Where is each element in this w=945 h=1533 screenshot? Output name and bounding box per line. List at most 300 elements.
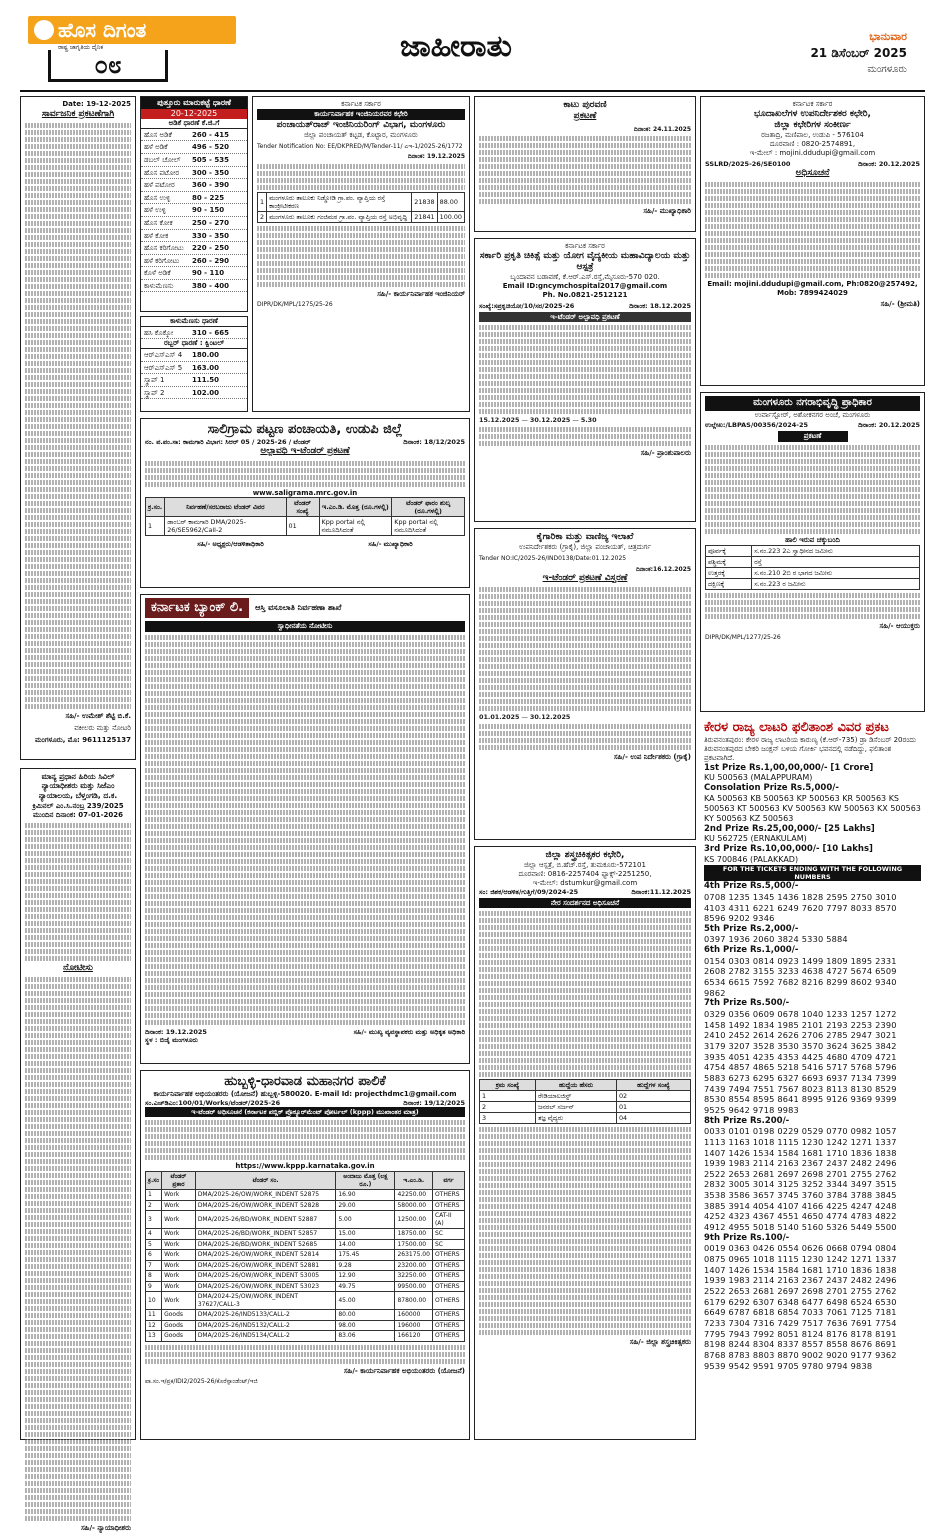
cocoa-row — [141, 327, 247, 340]
cocoa-value: 310 - 665 — [192, 328, 230, 337]
hdmc-tender-ad — [140, 1070, 470, 1440]
price-row — [141, 204, 247, 217]
table-cell: 29.00 — [336, 1200, 395, 1211]
price-value: 90 - 110 — [192, 269, 225, 278]
lottery-prize-1-number: KU 500563 (MALAPPURAM) — [704, 773, 813, 783]
table-cell: 16.90 — [336, 1190, 395, 1201]
pwd-date: ದಿನಾಂಕ: 19.12.2025 — [407, 153, 465, 160]
table-cell: 12500.00 — [395, 1211, 432, 1229]
table-cell: ಸ.ನಂ.210 2ಬಿ ರ ಭಾಗದ ಜಮೀನು — [752, 567, 920, 578]
price-name: ಹಳೆ ಉಳ್ಳಿ — [144, 206, 166, 215]
table-row — [146, 1292, 465, 1310]
price-value: 330 - 350 — [192, 231, 230, 240]
rubber-row — [141, 349, 247, 362]
lottery-prize-9: 9th Prize Rs.100/- — [704, 1232, 790, 1243]
notice-title: ಸಾರ್ವಜನಿಕ ಪ್ರಕಟಣೆಗಾಗಿ — [41, 108, 115, 119]
price-row — [141, 280, 247, 293]
issue-date: 21 ಡಿಸೆಂಬರ್ 2025 — [810, 46, 907, 60]
tumkur-ref: ಸಂ: ಜಿಶಕ/ಆಡಳಿತ/ಗುತ್ತಿಗೆ/09/2024-25 — [479, 887, 579, 896]
table-row — [706, 567, 920, 578]
rubber-value: 180.00 — [192, 351, 220, 360]
table-cell: 45.00 — [336, 1292, 395, 1310]
price-heading: ಪುತ್ತೂರು ಮಾರುಕಟ್ಟೆ ಧಾರಣೆ — [141, 97, 247, 109]
table-cell: 32250.00 — [395, 1271, 432, 1282]
cocoa-heading: ಕಾಳುಮೆಣಸು ಧಾರಣೆ — [141, 317, 247, 327]
table-cell: 14.00 — [336, 1239, 395, 1250]
lottery-prize-6-numbers: 0154 0303 0814 0923 1499 1809 1895 2331 2608 2782 3155 3233 4638 4727 5674 6509 6534 6615 7592 7682 8216 8299 8602 9340 9862 — [704, 955, 897, 998]
tumkur-table — [479, 1079, 691, 1124]
table-header: ಇ.ಎಂ.ಡಿ. — [395, 1172, 432, 1190]
table-cell: DMA/2025-26/BD/WORK_INDENT 52685 — [195, 1239, 336, 1250]
sale-date: ದಿನಾಂಕ: 24.11.2025 — [633, 125, 691, 133]
masthead-logo — [28, 16, 236, 86]
table-cell: 1 — [480, 1091, 536, 1102]
table-cell: 7 — [146, 1260, 162, 1271]
pwd-tender-no: Tender Notification No: EE/DKPRED/M/Tender-11/ ಎಇ-1/2025-26/1772 — [257, 142, 463, 150]
price-value: 260 - 290 — [192, 256, 230, 265]
industries-signature: ಸಹಿ/- ಉಪ ನಿರ್ದೇಶಕರು (ಗ್ರಾಕೈ) — [613, 753, 691, 762]
table-cell: 4 — [146, 1229, 162, 1240]
hospital-banner: ಇ-ಟೆಂಡರ್ ಅಲ್ಪಾವಧಿ ಪ್ರಕಟಣೆ — [479, 312, 691, 323]
hospital-ref: ಸಂಖ್ಯೆ:ಸಪ್ರಕೃಚಿಯೋ/10/ಸರ/2025-26 — [479, 301, 575, 310]
bank-possession-ad — [140, 594, 470, 1064]
table-cell: ರೇಡಿಯಾಲಜಿಸ್ಟ್ — [536, 1091, 617, 1102]
price-row — [141, 179, 247, 192]
table-header: ಇ.ಎಂ.ಡಿ. ಮೊತ್ತ (ರೂ.ಗಳಲ್ಲಿ) — [319, 498, 392, 517]
table-cell: 9.28 — [336, 1260, 395, 1271]
lottery-prize-3: 3rd Prize Rs.10,00,000/- [10 Lakhs] — [704, 844, 873, 855]
bhoomi-office: ಭೂದಾಖಲೆಗಳ ಉಪನಿರ್ದೇಶಕರ ಕಛೇರಿ, — [754, 108, 871, 119]
table-cell: DMA/2025-26/OW/WORK_INDENT 52814 — [195, 1250, 336, 1261]
table-cell: 80.00 — [336, 1310, 395, 1321]
tumkur-interview-ad — [474, 846, 696, 1440]
price-value: 260 - 415 — [192, 130, 230, 139]
price-name: ಕಾಳುಮೆಣಸು — [144, 281, 174, 290]
price-name: ಡಬಲ್ ಚೋಲ್ — [144, 155, 181, 164]
table-cell: DMA/2025-26/OW/WORK_INDENT 53005 — [195, 1271, 336, 1282]
table-row — [480, 1113, 691, 1124]
saligrama-title: ಸಾಲಿಗ್ರಾಮ ಪಟ್ಟಣ ಪಂಚಾಯತಿ, ಉಡುಪಿ ಜಿಲ್ಲೆ — [207, 422, 403, 437]
table-cell: 175.45 — [336, 1250, 395, 1261]
saligrama-tender-ad — [140, 418, 470, 588]
hospital-address: ಬೃಂದಾವನ ಬಡಾವಣೆ, ಕೆ.ಆರ್.ಎಸ್.ರಸ್ತೆ,ಮೈಸೂರು-570 020. — [510, 273, 660, 282]
price-name: ಕೊಳೆ ಅಡಿಕೆ — [144, 269, 171, 278]
kerala-lottery-results — [700, 718, 925, 1440]
lottery-intro: ತಿರುವನಂತಪುರಂ: ಕೇರಳ ರಾಜ್ಯ ಲಾಟರಿಯ ಕಾರುಣ್ಯ (ಕೆ.ಆರ್-735) ಡ್ರಾ ಡಿಸೆಂಬರ್ 20ರಂದು ತಿರುವನಂತಪುರದ ಬೇಕರಿ ಜಂಕ್ಷನ್ ಬಳಿಯ ಗೋರ್ಕಿ ಭವನದಲ್ಲಿ ನಡೆದಿದ್ದು, ಫಲಿತಾಂಶ ಪ್ರಕಟವಾಗಿದೆ. — [704, 736, 917, 762]
table-cell: Work — [162, 1292, 196, 1310]
hospital-d3: 5.30 — [580, 416, 597, 425]
table-cell: 3 — [146, 1211, 162, 1229]
table-cell: ಜನರಲ್ ಸರ್ಜನ್ — [536, 1102, 617, 1113]
table-cell: Goods — [162, 1310, 196, 1321]
muda-table — [705, 545, 920, 590]
table-cell: OTHERS — [432, 1200, 464, 1211]
saligrama-heading: ಅಲ್ಪಾವಧಿ ಇ-ಟೆಂಡರ್ ಪ್ರಕಟಣೆ — [260, 446, 350, 457]
table-header: ಟೆಂಡರ್ ಪ್ರಕಾರ — [162, 1172, 196, 1190]
table-cell: ಉತ್ತರಕ್ಕೆ — [706, 567, 752, 578]
sale-signature: ಸಹಿ/- ಮುಖ್ಯಾಧಿಕಾರಿ — [643, 207, 691, 215]
table-cell: Work — [162, 1190, 196, 1201]
table-row — [146, 1310, 465, 1321]
table-cell: DMA/2025-26/IND5133/CALL-2 — [195, 1310, 336, 1321]
table-cell: Goods — [162, 1331, 196, 1342]
table-cell: OTHERS — [432, 1310, 464, 1321]
tumkur-title: ಜಿಲ್ಲಾ ಶಸ್ತ್ರಚಿಕಿತ್ಸಕರ ಕಛೇರಿ, — [545, 850, 625, 860]
court-body — [25, 823, 131, 961]
table-row — [146, 1250, 465, 1261]
table-cell: 166120 — [395, 1331, 432, 1342]
hdmc-date: ದಿನಾಂಕ: 19/12/2025 — [403, 1099, 465, 1107]
price-row — [141, 192, 247, 205]
hospital-tender-ad — [474, 238, 696, 522]
lottery-prize-8-numbers: 0033 0101 0198 0229 0529 0770 0982 1057 1113 1163 1018 1115 1230 1242 1271 1337 1407 1426 1534 1584 1681 1710 1836 1838 1939 1983 2114 2163 2367 2437 2482 2496 2522 2653 2681 2697 2698 2701 2755 2762 2832 3005 3014 3125 3252 3344 3497 3515 3538 3586 3657 3745 3760 3784 3788 3845 3885 3914 4054 4107 4166 4225 4247 4248 4252 4323 4367 4551 4650 4774 4783 4822 4912 4955 5018 5140 5160 5326 5449 5500 — [704, 1126, 897, 1233]
tumkur-address: ಜಿಲ್ಲಾ ಆಸ್ಪತ್ರೆ, ಬಿ.ಹೆಚ್.ರಸ್ತೆ, ತುಮಕೂರು-572101 — [524, 861, 646, 870]
table-cell: 49.75 — [336, 1281, 395, 1292]
bank-signature: ಸಹಿ/- ಮುಖ್ಯ ವ್ಯವಸ್ಥಾಪಕರು ಮತ್ತು ಅಧಿಕೃತ ಅಧಿಕಾರಿ — [353, 1028, 465, 1036]
table-row — [146, 1190, 465, 1201]
table-header: ಟೆಂಡರ್ ಸಂ. — [195, 1172, 336, 1190]
price-row — [141, 267, 247, 280]
table-cell: 88.00 — [437, 192, 464, 211]
rubber-price-panel — [140, 316, 248, 412]
table-cell: DMA/2024-25/OW/WORK_INDENT 37627/CALL-3 — [195, 1292, 336, 1310]
rubber-value: 163.00 — [192, 363, 220, 372]
muda-ref: ಉಲ್ಲೇಖ:/LBPAS/00356/2024-25 — [705, 421, 809, 430]
issue-day: ಭಾನುವಾರ — [869, 30, 907, 43]
price-row — [141, 230, 247, 243]
table-row — [480, 1091, 691, 1102]
muda-date: ದಿನಾಂಕ: 20.12.2025 — [858, 421, 920, 430]
industries-title: ಕೈಗಾರಿಕಾ ಮತ್ತು ವಾಣಿಜ್ಯ ಇಲಾಖೆ — [536, 532, 634, 542]
table-cell: Work — [162, 1250, 196, 1261]
hospital-signature: ಸಹಿ/- ಪ್ರಾಂಶುಪಾಲರು — [640, 449, 691, 458]
table-cell: ಪೂರ್ವಕ್ಕೆ — [706, 545, 752, 556]
price-value: 505 - 535 — [192, 155, 230, 164]
table-cell: ದಕ್ಷಿಣಕ್ಕೆ — [706, 578, 752, 589]
industries-tender-ad — [474, 528, 696, 840]
muda-ref-2: DIPR/DK/MPL/1277/25-26 — [705, 633, 781, 641]
bank-title: ಸ್ವಾಧೀನತೆಯ ನೋಟೀಸು — [145, 621, 465, 632]
lottery-prize-6: 6th Prize Rs.1,000/- — [704, 945, 799, 956]
sale-notice-ad — [474, 96, 696, 232]
hdmc-table — [145, 1171, 465, 1342]
lottery-prize-2: 2nd Prize Rs.25,00,000/- [25 Lakhs] — [704, 823, 875, 834]
table-cell: 21841 — [412, 211, 437, 222]
header-divider — [20, 90, 925, 92]
price-value: 220 - 250 — [192, 244, 230, 253]
table-cell: SC — [432, 1229, 464, 1240]
price-date: 20-12-2025 — [141, 109, 247, 119]
saligrama-table — [145, 497, 465, 536]
price-value: 250 - 270 — [192, 218, 230, 227]
pwd-ref: DIPR/DK/MPL/1275/25-26 — [257, 301, 333, 309]
table-cell: OTHERS — [432, 1281, 464, 1292]
table-cell: Work — [162, 1260, 196, 1271]
table-cell: OTHERS — [432, 1331, 464, 1342]
table-cell: 8 — [146, 1271, 162, 1282]
section-title: ಜಾಹೀರಾತು — [400, 29, 512, 64]
page-number: ೦೮ — [48, 50, 168, 82]
table-cell: 160000 — [395, 1310, 432, 1321]
industries-tender: Tender NO:IC/2025-26/IND0138/Date:01.12.2025 — [479, 555, 627, 562]
pwd-state: ಕರ್ನಾಟಕ ಸರ್ಕಾರ — [341, 100, 381, 108]
rubber-heading: ರಬ್ಬರ್ ಧಾರಣೆ : ಕ್ವಿಂಟಲ್ — [141, 339, 247, 349]
industries-heading: ಇ-ಟೆಂಡರ್ ಪ್ರಕಟಣೆ ವಿಸ್ತರಣೆ — [542, 573, 628, 583]
lottery-prize-2-number: KU 562725 (ERNAKULAM) — [704, 834, 807, 844]
hdmc-ref-2: ಪಾ.ಸಂ.ಇ/ಪ್ರಕ/IDI2/2025-26/ಕೊರೆಸ್ಪಾಂಡೆಂಟ್/ಇಜಿ — [145, 1378, 258, 1386]
table-cell: ತಜ್ಞ ವೈದ್ಯರು — [536, 1113, 617, 1124]
price-value: 300 - 350 — [192, 168, 230, 177]
table-cell: OTHERS — [432, 1320, 464, 1331]
price-row — [141, 217, 247, 230]
saligrama-sig-2: ಸಹಿ/- ಮುಖ್ಯಾಧಿಕಾರಿ — [368, 540, 413, 549]
saligrama-ref: ನಂ. ಪ.ಪಂ.ಸಾ: ಕಾಮಗಾರಿ ವಿಭಾಗ: ಸಿಆರ್ 05 / 2025-26 / ಟೆಂಡರ್ — [145, 438, 311, 447]
table-cell: ಮಂಗಳೂರು ತಾಲೂಕು ಗಂಜಿಮಠ ಗ್ರಾ.ಪಂ. ವ್ಯಾಪ್ತಿಯ ರಸ್ತೆ ಅಭಿವೃದ್ಧಿ — [267, 211, 412, 222]
table-header: ಹುದ್ದೆಯ ಹೆಸರು — [536, 1080, 617, 1091]
hdmc-heading: ಇ-ಟೆಂಡರ್ ಅಧಿಸೂಚನೆ (ಕರ್ನಾಟಕ ಪಬ್ಲಿಕ್ ಪ್ರೊಕ್ಯೂರ್‌ಮೆಂಟ್ ಪೋರ್ಟಲ್ (kppp) ಮುಖಾಂತರ ಮಾತ್ರ) — [145, 1107, 465, 1117]
price-list — [141, 129, 247, 293]
lottery-prize-7: 7th Prize Rs.500/- — [704, 998, 790, 1009]
table-cell: 5 — [146, 1239, 162, 1250]
table-cell: 2 — [258, 211, 267, 222]
table-cell: OTHERS — [432, 1292, 464, 1310]
table-cell: ರಸ್ತೆ — [752, 556, 920, 567]
table-cell: DMA/2025-26/OW/WORK_INDENT 52875 — [195, 1190, 336, 1201]
table-cell: 6 — [146, 1250, 162, 1261]
bhoomi-office-2: ಜಿಲ್ಲಾ ಕಛೇರಿಗಳ ಸಂಕೀರ್ಣ — [774, 120, 851, 130]
table-cell: ಮಂಗಳೂರು ತಾಲೂಕು ನಿಡ್ಡೋಡಿ ಗ್ರಾ.ಪಂ. ವ್ಯಾಪ್ತಿಯ ರಸ್ತೆ ಕಾಂಕ್ರೀಟೀಕರಣ — [267, 192, 412, 211]
table-header: ಕ್ರ.ಸಂ — [146, 1172, 162, 1190]
hospital-name: ಸರ್ಕಾರಿ ಪ್ರಕೃತಿ ಚಿಕಿತ್ಸೆ ಮತ್ತು ಯೋಗ ವೈದ್ಯಕೀಯ ಮಹಾವಿದ್ಯಾಲಯ ಮತ್ತು ಆಸ್ಪತ್ರೆ — [479, 250, 691, 272]
rubber-list — [141, 349, 247, 399]
table-cell: 04 — [616, 1113, 690, 1124]
table-cell: ಪಶ್ಚಿಮಕ್ಕೆ — [706, 556, 752, 567]
table-cell: DMA/2025-26/OW/WORK_INDENT 52881 — [195, 1260, 336, 1271]
lottery-prize-5: 5th Prize Rs.2,000/- — [704, 923, 799, 934]
table-cell: DMA/2025-26/OW/WORK_INDENT 53023 — [195, 1281, 336, 1292]
table-row — [146, 1281, 465, 1292]
table-cell: DMA/2025-26/IND5132/CALL-2 — [195, 1320, 336, 1331]
notice-body — [25, 123, 131, 709]
price-value: 360 - 390 — [192, 181, 230, 190]
tumkur-email: ಇ-ಮೇಲ್: dstumkur@gmail.com — [532, 878, 638, 887]
pwd-address: ಜಿಲ್ಲಾ ಪಂಚಾಯತ್ ಕಟ್ಟಡ, ಕೊಟ್ಟಾರ, ಮಂಗಳೂರು — [304, 130, 418, 139]
table-row — [258, 192, 465, 211]
bank-branch: ಆಸ್ತಿ ವಸೂಲಾತಿ ನಿರ್ವಹಣಾ ಶಾಖೆ — [255, 603, 342, 613]
price-value: 80 - 225 — [192, 193, 225, 202]
table-cell: 100.00 — [437, 211, 464, 222]
table-cell: OTHERS — [432, 1250, 464, 1261]
lottery-consolation: Consolation Prize Rs.5,000/- — [704, 783, 839, 794]
hdmc-ref: ಸಂ.ಎಚ್‌ಡಿಎಂ:100/01/Works/ಟೆಂಡರ್/2025-26 — [145, 1099, 281, 1107]
table-cell: Work — [162, 1281, 196, 1292]
price-row — [141, 141, 247, 154]
table-cell: 83.06 — [336, 1331, 395, 1342]
tumkur-phone: ದೂರವಾಣಿ: 0816-2257404 ಫ್ಯಾಕ್ಸ್-2251250, — [518, 870, 652, 878]
muda-title-2: ಪ್ರಕಟಣೆ — [778, 431, 848, 442]
table-cell: 42250.00 — [395, 1190, 432, 1201]
price-value: 496 - 520 — [192, 143, 230, 152]
rubber-name: ಸ್ಕ್ರಾಪ್ 2 — [144, 388, 165, 397]
table-cell: 263175.00 — [395, 1250, 432, 1261]
table-cell: Kpp portal ನಲ್ಲಿ ನಮೂದಿಸಿದಂತೆ — [319, 517, 392, 536]
lottery-prize-8: 8th Prize Rs.200/- — [704, 1115, 790, 1126]
industries-d2: 30.12.2025 — [529, 713, 571, 722]
hdmc-title: ಹುಬ್ಬಳ್ಳಿ-ಧಾರವಾಡ ಮಹಾನಗರ ಪಾಲಿಕೆ — [224, 1074, 386, 1089]
table-cell: 12 — [146, 1320, 162, 1331]
price-row — [141, 129, 247, 142]
price-name: ಹಳೆ ಕರಿಗೋಟು — [144, 256, 180, 265]
table-cell: Work — [162, 1271, 196, 1282]
price-name: ಹಳೆ ಅಡಿಕೆ — [144, 143, 168, 152]
price-row — [141, 154, 247, 167]
muda-title: ಮಂಗಳೂರು ನಗರಾಭಿವೃದ್ಧಿ ಪ್ರಾಧಿಕಾರ — [705, 396, 920, 411]
table-cell: 01 — [616, 1102, 690, 1113]
table-cell: 99500.00 — [395, 1281, 432, 1292]
table-cell: Work — [162, 1229, 196, 1240]
emblem-icon — [34, 20, 54, 40]
table-cell: 01 — [286, 517, 319, 536]
price-name: ಹಳೆ ಪಟೋರ — [144, 181, 175, 190]
table-cell: 2 — [480, 1102, 536, 1113]
table-row — [146, 1211, 465, 1229]
table-cell: 13 — [146, 1331, 162, 1342]
tumkur-signature: ಸಹಿ/- ಜಿಲ್ಲಾ ಶಸ್ತ್ರಚಿಕಿತ್ಸಕರು — [629, 1338, 691, 1347]
public-notice-ad — [20, 96, 136, 760]
table-cell: ಸ.ನಂ.223 ರ ಜಮೀನು — [752, 578, 920, 589]
notice-place: ಮಂಗಳೂರು, ಮೊ: 9611125137 — [34, 735, 131, 744]
rubber-name: ಆರ್‌ಎಸ್ಎಸ್ 5 — [144, 363, 183, 372]
market-price-panel — [140, 96, 248, 312]
table-cell: 5.00 — [336, 1211, 395, 1229]
lottery-prize-1: 1st Prize Rs.1,00,00,000/- [1 Crore] — [704, 762, 874, 773]
table-header: ಟೆಂಡರ್ ಫಾರಂ ಶುಲ್ಕ (ರೂ.ಗಳಲ್ಲಿ) — [392, 498, 465, 517]
muda-notice-ad — [700, 392, 925, 712]
industries-dates: 01.01.2025 — 30.12.2025 — [479, 713, 571, 722]
industries-date: ದಿನಾಂಕ:16.12.2025 — [635, 565, 691, 573]
brand-tagline: ರಾಷ್ಟ್ರ ಜಾಗೃತಿಯ ದೈನಿಕ — [58, 44, 104, 51]
bhoomi-email: ಇ-ಮೇಲ್ : mojini.ddudupi@gmail.com — [749, 148, 876, 157]
bhoomi-signature: ಸಹಿ/- (ಶ್ರೀಮತಿ) — [880, 300, 920, 309]
table-cell: Work — [162, 1239, 196, 1250]
bhoomi-contact: Email: mojini.ddudupi@gmail.com, Ph:0820@257492, Mob: 7899424029 — [707, 279, 918, 297]
table-cell: 9 — [146, 1281, 162, 1292]
bhoomi-date: ದಿನಾಂಕ: 20.12.2025 — [858, 159, 920, 168]
notice-firm: ವಕೀಲರು ಮತ್ತು ನೋಟರಿ — [74, 723, 131, 732]
industries-address: ಉಪನಿರ್ದೇಶಕರು (ಗ್ರಾಕೈ), ಜಿಲ್ಲಾ ಪಂಚಾಯತ್, ಚಿತ್ರದುರ್ಗ — [519, 543, 651, 552]
price-name: ಹೊಸ ಉಳ್ಳಿ — [144, 193, 171, 202]
bhoomi-title: ಅಧಿಸೂಚನೆ — [795, 167, 830, 178]
table-row — [706, 556, 920, 567]
table-header: ಅಂದಾಜು ಮೊತ್ತ (ಲಕ್ಷ ರೂ.) — [336, 1172, 395, 1190]
hdmc-address: ಕಾರ್ಯನಿರ್ವಾಹಕ ಅಭಿಯಂತರರು (ಯೋಜನೆ) ಹುಬ್ಬಳ್ಳಿ-580020. E-mail Id: projecthdmc1@gmail.com — [153, 1090, 457, 1099]
hospital-d1: 15.12.2025 — [479, 416, 520, 425]
notice-signature: ಸಹಿ/- ಉಮೇಶ್ ಶೆಟ್ಟಿ ಬಿ.ಕೆ. — [65, 712, 131, 720]
table-row — [146, 1271, 465, 1282]
price-unit: ಅಡಿಕೆ ಧಾರಣೆ ಕೆ.ಜಿ.ಗೆ — [141, 119, 247, 129]
muda-address: ಉರ್ವಾಸ್ಟೋರ್, ಅಶೋಕನಗರ ಅಂಚೆ, ಮಂಗಳೂರು — [754, 410, 871, 419]
table-cell: DMA/2025-26/BD/WORK_INDENT 52887 — [195, 1211, 336, 1229]
table-cell: DMA/2025-26/IND5134/CALL-2 — [195, 1331, 336, 1342]
table-row — [146, 1229, 465, 1240]
bhoomi-state: ಕರ್ನಾಟಕ ಸರ್ಕಾರ — [792, 100, 833, 108]
table-cell: 10 — [146, 1292, 162, 1310]
table-cell: 87800.00 — [395, 1292, 432, 1310]
price-value: 90 - 150 — [192, 206, 225, 215]
bhoomi-ref: SSLRD/2025-26/SE0100 — [705, 159, 791, 168]
table-cell: 12.90 — [336, 1271, 395, 1282]
rubber-value: 111.50 — [192, 376, 220, 385]
industries-d1: 01.01.2025 — [479, 713, 520, 722]
hdmc-website: https://www.kppp.karnataka.gov.in — [235, 1162, 375, 1171]
table-cell: 11 — [146, 1310, 162, 1321]
table-cell: 58000.00 — [395, 1200, 432, 1211]
sale-subtitle: ಪ್ರಕಟಣೆ — [573, 111, 597, 122]
bhoomi-phone: ದೂರವಾಣಿ : 0820-2574891, — [769, 140, 856, 148]
table-cell: SC — [432, 1239, 464, 1250]
price-row — [141, 242, 247, 255]
table-cell: CAT-II (A) — [432, 1211, 464, 1229]
lottery-prize-4-numbers: 0708 1235 1345 1436 1828 2595 2750 3010 4103 4311 6221 6249 7620 7797 8033 8570 8596 9202 9346 — [704, 891, 897, 924]
tumkur-date: ದಿನಾಂಕ:11.12.2025 — [631, 887, 691, 896]
court-title: ಮಾನ್ಯ ಪ್ರಧಾನ ಹಿರಿಯ ಸಿವಿಲ್ ನ್ಯಾಯಾಧೀಶರು ಮತ್ತು ಸಿಜೆಎಂ ನ್ಯಾಯಾಲಯ, ಬೆಳ್ತಂಗಡಿ, ದ.ಕ. — [38, 772, 118, 800]
pwd-table — [257, 192, 465, 223]
table-cell: 17500.00 — [395, 1239, 432, 1250]
case-number: ಕ್ರಿಮಿನಲ್ ಎಂ.ಸಿ.ನಂಬ್ರ 239/2025 — [32, 802, 124, 811]
tumkur-heading: ನೇರ ಸಂದರ್ಶನದ ಅಧಿಸೂಚನೆ — [479, 898, 691, 909]
table-header: ಕ್ರಮ ಸಂಖ್ಯೆ — [480, 1080, 536, 1091]
table-cell: OTHERS — [432, 1190, 464, 1201]
rubber-value: 102.00 — [192, 388, 220, 397]
price-name: ಹೊಸ ಪಟೋರ — [144, 168, 180, 177]
saligrama-date: ದಿನಾಂಕ: 18/12/2025 — [403, 438, 465, 447]
pwd-dept: ಪಂಚಾಯತ್‌ರಾಜ್ ಇಂಜಿನಿಯರಿಂಗ್ ವಿಭಾಗ, ಮಂಗಳೂರು — [276, 119, 446, 130]
page-header — [0, 0, 945, 88]
price-name: ಹೊಸ ಕರಿಗೋಟು — [144, 244, 184, 253]
notice-date: Date: 19-12-2025 — [62, 100, 131, 108]
table-row — [146, 1260, 465, 1271]
rubber-name: ಆರ್‌ಎಸ್ಎಸ್ 4 — [144, 351, 183, 360]
hospital-state: ಕರ್ನಾಟಕ ಸರ್ಕಾರ — [565, 242, 605, 250]
table-row — [706, 578, 920, 589]
rubber-name: ಸ್ಕ್ರಾಪ್ 1 — [144, 376, 165, 385]
lottery-prize-3-number: KS 700846 (PALAKKAD) — [704, 855, 799, 864]
table-cell: Kpp portal ನಲ್ಲಿ ನಮೂದಿಸಿದಂತೆ — [392, 517, 465, 536]
hearing-date: ಮುಂದಿನ ದಿನಾಂಕ: 07-01-2026 — [33, 810, 123, 819]
price-value: 380 - 400 — [192, 281, 230, 290]
saligrama-sig-1: ಸಹಿ/- ಅಧ್ಯಕ್ಷರು/ಆಡಳಿತಾಧಿಕಾರಿ — [197, 540, 264, 549]
lottery-prize-9-numbers: 0019 0363 0426 0554 0626 0668 0794 0804 0875 0965 1018 1115 1230 1242 1271 1337 1407 1426 1534 1584 1681 1710 1836 1838 1939 1983 2114 2163 2367 2437 2482 2496 2522 2653 2681 2697 2698 2701 2755 2762 6179 6292 6307 6348 6477 6498 6524 6530 6649 6787 6818 6854 7033 7061 7125 7181 7233 7304 7316 7429 7517 7636 7691 7754 7795 7943 7992 8051 8124 8176 8178 8191 8198 8244 8304 8337 8557 8558 8676 8691 8768 8783 8803 8870 9002 9020 9177 9362 9539 9542 9591 9705 9780 9794 9838 — [704, 1243, 897, 1371]
table-cell: DMA/2025-26/OW/WORK_INDENT 52828 — [195, 1200, 336, 1211]
table-cell: Goods — [162, 1320, 196, 1331]
court-notice-ad — [20, 768, 136, 1532]
table-cell: 18750.00 — [395, 1229, 432, 1240]
table-row — [146, 1200, 465, 1211]
table-cell: 23200.00 — [395, 1260, 432, 1271]
table-cell: 02 — [616, 1091, 690, 1102]
lottery-prize-7-numbers: 0329 0356 0609 0678 1040 1233 1257 1272 1458 1492 1834 1985 2101 2193 2253 2390 2410 2452 2614 2626 2706 2785 2947 3021 3179 3207 3528 3530 3570 3624 3625 3842 3935 4051 4235 4353 4425 4680 4709 4721 4754 4857 4865 5218 5416 5717 5768 5796 5883 6273 6295 6327 6693 6937 7134 7399 7439 7494 7551 7567 8023 8113 8130 8529 8530 8554 8595 8641 8995 9126 9369 9399 9525 9642 9718 9983 — [704, 1009, 897, 1115]
edition-name: ಮಂಗಳೂರು — [867, 64, 907, 75]
table-cell: 196000 — [395, 1320, 432, 1331]
bhoomi-address: ರಜತಾದ್ರಿ, ಮಣಿಪಾಲ, ಉಡುಪಿ - 576104 — [761, 131, 864, 140]
table-cell: 98.00 — [336, 1320, 395, 1331]
table-cell: 1 — [146, 517, 165, 536]
table-header: ವರ್ಗ — [432, 1172, 464, 1190]
bhoomi-notice-ad — [700, 96, 925, 386]
hdmc-signature: ಸಹಿ/- ಕಾರ್ಯನಿರ್ವಾಹಕ ಅಭಿಯಂತರರು (ಯೋಜನೆ) — [343, 1366, 465, 1375]
table-cell: 1 — [146, 1190, 162, 1201]
hospital-d2: 30.12.2025 — [529, 416, 571, 425]
